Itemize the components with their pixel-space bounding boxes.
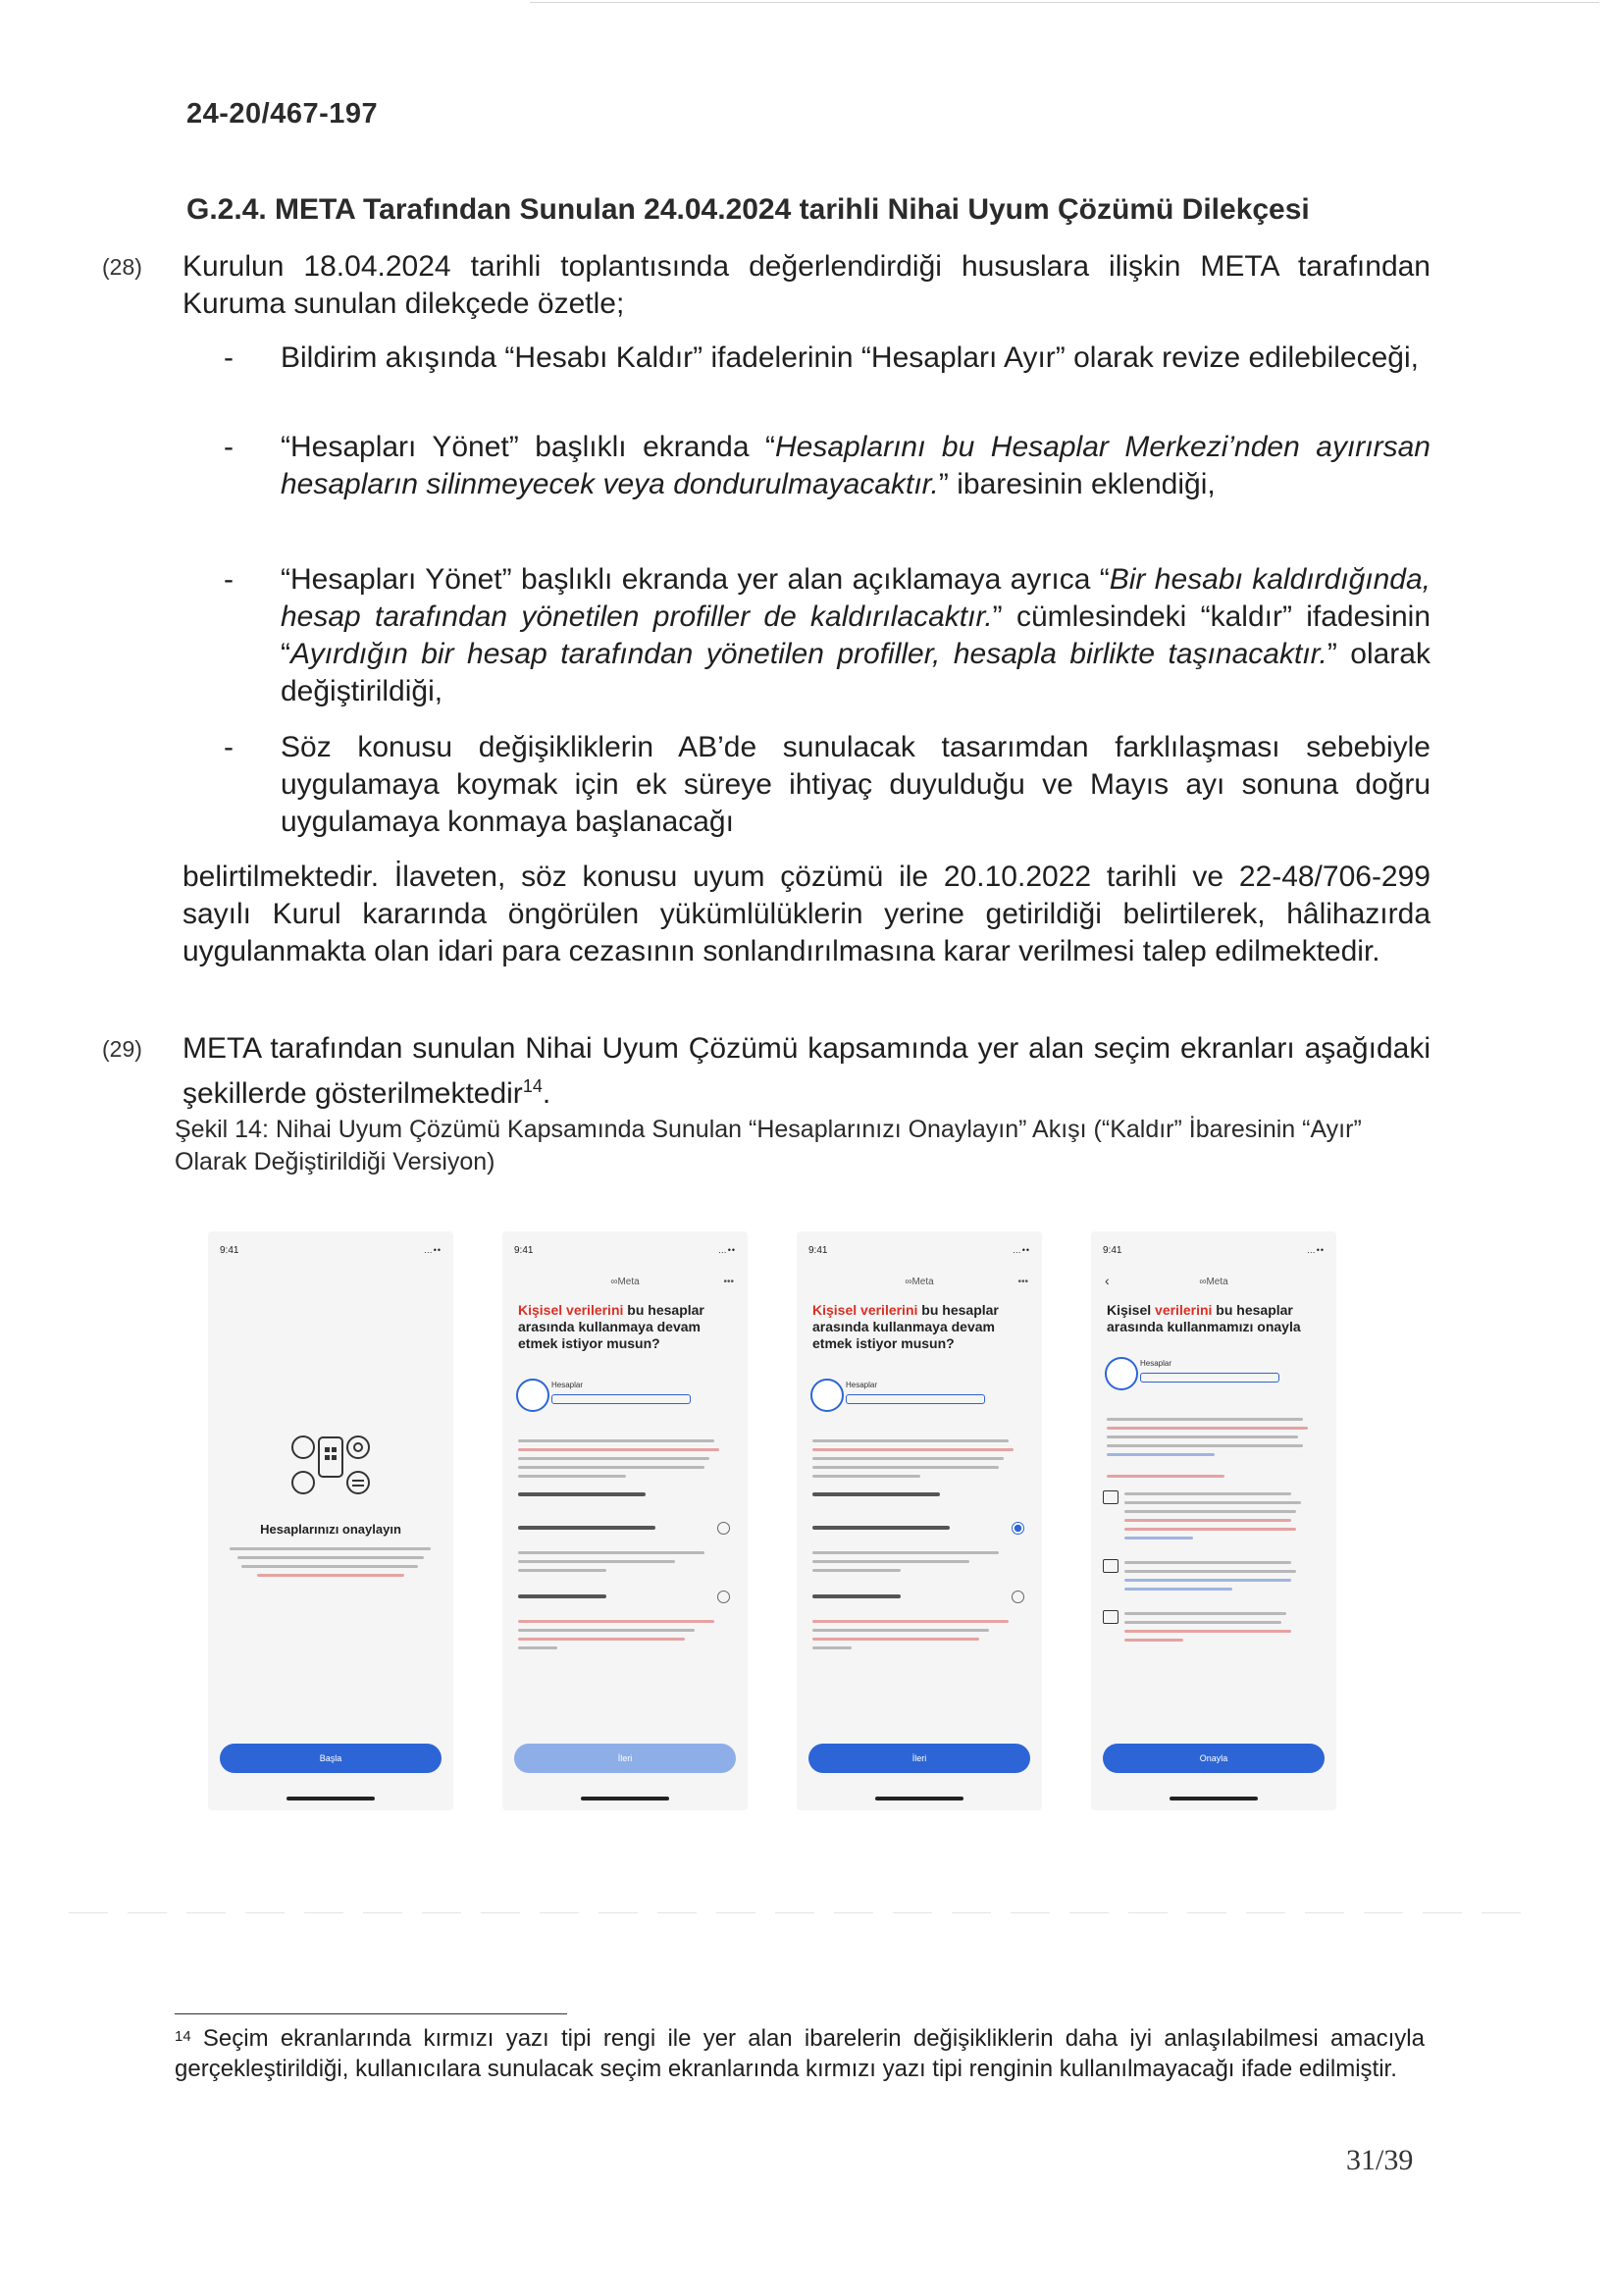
settings-icon [1103,1559,1119,1573]
footnote-rule [175,2013,567,2014]
bullet-quote: Ayırdığın bir hesap tarafından yönetilen profiller, hesapla birlikte taşınacaktır. [290,638,1327,670]
clock: 9:41 [808,1245,828,1256]
phone-screen-2 [502,1231,748,1810]
option-radio[interactable] [717,1522,730,1535]
body-text-line [1124,1612,1286,1615]
next-button[interactable]: İleri [808,1744,1030,1773]
body-text-line [257,1574,404,1577]
accounts-label: Hesaplar [846,1381,878,1389]
bullet-dash: - [224,731,234,763]
bullet-item [281,429,1431,503]
body-text-line [812,1551,999,1554]
body-text-line [1107,1453,1215,1456]
body-text-line [241,1565,418,1568]
account-avatar-icon [810,1379,844,1412]
body-text-line [518,1638,685,1641]
screen-title [1107,1302,1323,1335]
accounts-bar [1140,1373,1279,1383]
body-text-line [230,1547,431,1550]
option-radio[interactable] [1012,1591,1024,1603]
account-avatar-icon [1105,1357,1138,1390]
body-text-line [1124,1630,1291,1633]
bullet-quote: Bir hesabı kaldırdığında, hesap tarafından yönetilen profiller de kaldırılacaktır. [281,563,1431,633]
body-text-line [1124,1501,1301,1504]
profile-icon [1103,1490,1119,1504]
top-rule [530,2,1599,3]
body-text-line [1124,1639,1183,1642]
bullet-dash: - [224,431,234,463]
body-text-line [518,1560,675,1563]
body-text-line [1107,1444,1303,1447]
back-icon[interactable]: ‹ [1105,1273,1110,1288]
body-text-line [1124,1570,1296,1573]
option-label [812,1526,950,1530]
body-text-line [812,1638,979,1641]
footnote-ref[interactable]: 14 [522,1076,543,1096]
home-indicator [875,1797,963,1800]
home-indicator [286,1797,375,1800]
body-text-line [812,1560,969,1563]
figure-caption: Şekil 14: Nihai Uyum Çözümü Kapsamında Sunulan “Hesaplarınızı Onaylayın” Akışı (“Kaldır” İbaresinin “Ayır” Olarak Değiştirildiği Versiyon) [175,1116,1362,1175]
more-icon[interactable]: ••• [1017,1277,1028,1287]
body-text-line [1124,1579,1291,1582]
phone-screen-4 [1091,1231,1336,1810]
account-avatar-icon [516,1379,549,1412]
accounts-illustration-icon [282,1428,380,1506]
meta-logo: ∞Meta [1199,1277,1228,1287]
body-text-line [518,1439,714,1442]
more-icon[interactable]: ••• [723,1277,734,1287]
bullet-quote: Hesaplarını bu Hesaplar Merkezi’nden ayırırsan hesapların silinmeyecek veya dondurulmayacaktır. [281,431,1431,500]
title-text: bu hesaplar arasında kullanmaya devam etmek istiyor musun? [812,1302,999,1351]
highlight-text: Kişisel verilerini [812,1302,918,1318]
accounts-bar [846,1394,985,1404]
body-text-line [1107,1427,1308,1430]
signal-wifi-battery-icon: …•• [423,1245,442,1255]
highlight-text: verilerini [1155,1302,1213,1318]
body-text-line [518,1448,719,1451]
bullet-text: ” cümlesindeki “kaldır” ifadesinin “ [281,600,1431,670]
body-text-line [812,1629,989,1632]
accounts-card [810,1379,1016,1424]
highlight-text: Kişisel verilerini [518,1302,624,1318]
clock: 9:41 [1103,1245,1122,1256]
body-text-line [812,1475,920,1478]
screen-title [518,1302,734,1352]
footnote-number: 14 [175,2028,191,2045]
options-heading [518,1492,646,1496]
option-radio-selected[interactable] [1012,1522,1024,1535]
home-indicator [1170,1797,1258,1800]
body-text-line [1107,1435,1298,1438]
body-text-line [518,1457,709,1460]
paragraph-29 [182,1030,1431,1113]
signal-wifi-battery-icon: …•• [1012,1245,1030,1255]
body-text-line [1124,1510,1296,1513]
body-text-line [1124,1561,1291,1564]
paragraph-intro: Kurulun 18.04.2024 tarihli toplantısında değerlendirdiği hususlara ilişkin META tarafından Kuruma sunulan dilekçede özetle; [182,250,1431,320]
next-button[interactable]: İleri [514,1744,736,1773]
screen-title: Hesaplarınızı onaylayın [260,1522,401,1537]
bullet-dash: - [224,563,234,596]
body-text-line [518,1569,606,1572]
body-text-line [518,1620,714,1623]
title-text: bu hesaplar arasında kullanmamızı onayla [1107,1302,1301,1334]
status-bar [220,1245,442,1259]
body-text-line [1124,1492,1291,1495]
option-label [518,1526,655,1530]
options-heading [812,1492,940,1496]
section-heading: G.2.4. META Tarafından Sunulan 24.04.2024 tarihli Nihai Uyum Çözümü Dilekçesi [186,193,1310,226]
paragraph-number: (28) [102,254,142,280]
body-text-line [1124,1621,1281,1624]
status-bar [1103,1245,1325,1259]
confirm-button[interactable]: Onayla [1103,1744,1325,1773]
body-text-line [812,1466,999,1469]
meta-logo: ∞Meta [905,1277,934,1287]
home-indicator [581,1797,669,1800]
bullet-text: “Hesapları Yönet” başlıklı ekranda “ [281,431,776,463]
body-text-line [812,1457,1004,1460]
accounts-bar [551,1394,691,1404]
body-text-line [1107,1418,1303,1421]
document-number: 24-20/467-197 [186,98,379,130]
paragraph-number: (29) [102,1036,142,1062]
footnote-text: Seçim ekranlarında kırmızı yazı tipi rengi ile yer alan ibarelerin değişikliklerin daha iyi anlaşılabilmesi amacıyla gerçekleştirildiği, kullanıcılara sunulacak seçim ekranlarında kırmızı yazı tipi renginin kullanılmayacağı ifade edilmiştir. [175,2025,1425,2082]
figure-phone-screens [208,1231,1366,1840]
body-text-line [812,1620,1009,1623]
clock: 9:41 [514,1245,534,1256]
body-text-line [518,1466,704,1469]
option-radio[interactable] [717,1591,730,1603]
bullet-item: Söz konusu değişikliklerin AB’de sunulacak tasarımdan farklılaşması sebebiyle uygulamaya koymak için ek süreye ihtiyaç duyulduğu ve Mayıs ayı sonuna doğru uygulamaya konmaya başlanacağı [281,731,1431,838]
phone-screen-1 [208,1231,453,1810]
option-label [812,1594,901,1598]
body-text-line [1124,1528,1296,1531]
phone-screen-3 [797,1231,1042,1810]
accounts-label: Hesaplar [551,1381,584,1389]
title-text: Kişisel [1107,1302,1156,1318]
start-button[interactable]: Başla [220,1744,442,1773]
body-text-line [518,1551,704,1554]
screen-title [812,1302,1028,1352]
body-text-line [1124,1588,1232,1591]
body-text-line [518,1629,695,1632]
clock: 9:41 [220,1245,239,1256]
bullet-text: ” ibaresinin eklendiği, [938,468,1216,500]
bullet-text: ” olarak değiştirildiği, [281,638,1431,707]
accounts-center-icon [1103,1610,1119,1624]
status-bar [808,1245,1030,1259]
body-text-line [812,1569,901,1572]
body-text-line [1124,1519,1291,1522]
paragraph-end: . [542,1077,551,1110]
body-text-line [812,1448,1014,1451]
meta-logo: ∞Meta [610,1277,640,1287]
page-number: 31/39 [1346,2144,1414,2176]
body-text-line [518,1646,557,1649]
status-bar [514,1245,736,1259]
paragraph-text: META tarafından sunulan Nihai Uyum Çözümü kapsamında yer alan seçim ekranları aşağıdaki şekillerde gösterilmektedir [182,1032,1431,1110]
bullet-dash: - [224,341,234,374]
signal-wifi-battery-icon: …•• [717,1245,736,1255]
footnote [175,2023,1425,2084]
body-text-line [1124,1537,1193,1539]
accounts-label: Hesaplar [1140,1359,1172,1368]
accounts-card [1105,1357,1311,1402]
section-heading-line [1107,1475,1224,1478]
body-text-line [518,1475,626,1478]
scan-artifact-line [69,1912,1540,1913]
body-text-line [237,1556,424,1559]
bullet-item [281,561,1431,710]
option-label [518,1594,606,1598]
bullet-item: Bildirim akışında “Hesabı Kaldır” ifadelerinin “Hesapları Ayır” olarak revize edilebileceği, [281,341,1419,374]
title-text: bu hesaplar arasında kullanmaya devam etmek istiyor musun? [518,1302,704,1351]
paragraph-closing: belirtilmektedir. İlaveten, söz konusu uyum çözümü ile 20.10.2022 tarihli ve 22-48/706-299 sayılı Kurul kararında öngörülen yükümlülüklerin yerine getirildiği belirtilerek, hâlihazırda uygulanmakta olan idari para cezasının sonlandırılmasına karar verilmesi talep edilmektedir. [182,861,1431,967]
bullet-text: “Hesapları Yönet” başlıklı ekranda yer alan açıklamaya ayrıca “ [281,563,1110,596]
accounts-card [516,1379,722,1424]
body-text-line [812,1439,1009,1442]
body-text-line [812,1646,852,1649]
signal-wifi-battery-icon: …•• [1306,1245,1325,1255]
